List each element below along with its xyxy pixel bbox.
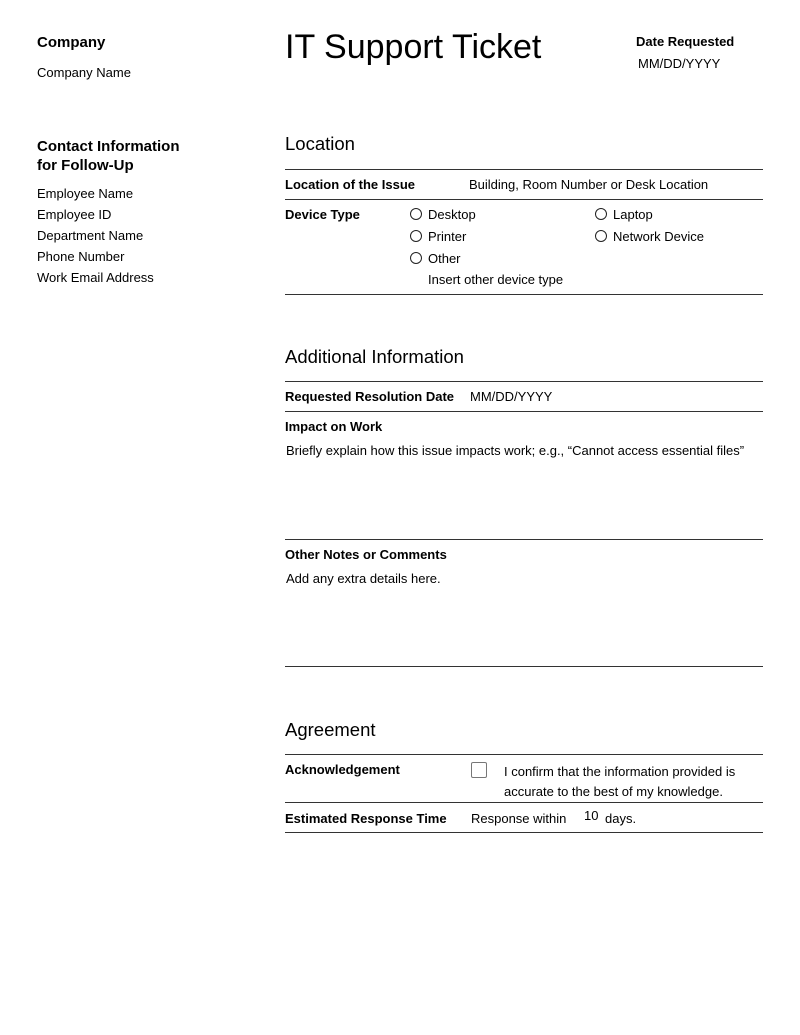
contact-department-name[interactable]: Department Name: [37, 228, 144, 243]
divider: [285, 169, 763, 170]
radio-desktop[interactable]: [410, 208, 422, 220]
contact-heading-line2: for Follow-Up: [37, 157, 134, 174]
contact-list: [37, 183, 154, 288]
device-type-label: Device Type: [285, 207, 360, 222]
resolution-date-label: Requested Resolution Date: [285, 389, 455, 404]
contact-heading: [37, 137, 180, 175]
additional-heading: Additional Information: [285, 346, 464, 367]
impact-field[interactable]: Briefly explain how this issue impacts work; e.g., “Cannot access essential files”: [286, 443, 745, 458]
other-device-input[interactable]: Insert other device type: [428, 272, 564, 287]
location-issue-field[interactable]: Building, Room Number or Desk Location: [469, 177, 709, 192]
response-days-field[interactable]: 10: [584, 808, 599, 823]
date-requested-label: Date Requested: [636, 34, 735, 49]
notes-field[interactable]: Add any extra details here.: [286, 571, 441, 586]
divider: [285, 666, 763, 667]
radio-other[interactable]: [410, 252, 422, 264]
acknowledgement-line1: I confirm that the information provided is: [504, 764, 736, 779]
contact-employee-name[interactable]: Employee Name: [37, 186, 134, 201]
divider: [285, 832, 763, 833]
acknowledgement-text: [504, 762, 735, 802]
impact-label: Impact on Work: [285, 419, 383, 434]
device-other-label: Other: [428, 251, 461, 266]
resolution-date-field[interactable]: MM/DD/YYYY: [470, 389, 553, 404]
company-heading: Company: [37, 34, 106, 51]
response-prefix: Response within: [471, 811, 567, 826]
company-name: Company Name: [37, 65, 131, 80]
device-network-label: Network Device: [613, 229, 705, 244]
acknowledgement-checkbox[interactable]: [471, 762, 487, 778]
location-heading: Location: [285, 133, 355, 154]
page-title: IT Support Ticket: [285, 28, 542, 66]
notes-label: Other Notes or Comments: [285, 547, 447, 562]
radio-printer[interactable]: [410, 230, 422, 242]
divider: [285, 539, 763, 540]
acknowledgement-label: Acknowledgement: [285, 762, 400, 777]
device-printer-label: Printer: [428, 229, 467, 244]
radio-network-device[interactable]: [595, 230, 607, 242]
divider: [285, 294, 763, 295]
divider: [285, 754, 763, 755]
response-suffix: days.: [605, 811, 637, 826]
contact-work-email[interactable]: Work Email Address: [37, 270, 154, 285]
divider: [285, 411, 763, 412]
contact-phone-number[interactable]: Phone Number: [37, 249, 125, 264]
agreement-heading: Agreement: [285, 719, 376, 740]
device-desktop-label: Desktop: [428, 207, 476, 222]
response-time-label: Estimated Response Time: [285, 811, 447, 826]
device-laptop-label: Laptop: [613, 207, 653, 222]
radio-laptop[interactable]: [595, 208, 607, 220]
contact-heading-line1: Contact Information: [37, 138, 180, 155]
date-requested-field[interactable]: MM/DD/YYYY: [638, 56, 721, 71]
acknowledgement-line2: accurate to the best of my knowledge.: [504, 784, 723, 799]
location-issue-label: Location of the Issue: [285, 177, 416, 192]
divider: [285, 381, 763, 382]
divider: [285, 802, 763, 803]
divider: [285, 199, 763, 200]
contact-employee-id[interactable]: Employee ID: [37, 207, 112, 222]
